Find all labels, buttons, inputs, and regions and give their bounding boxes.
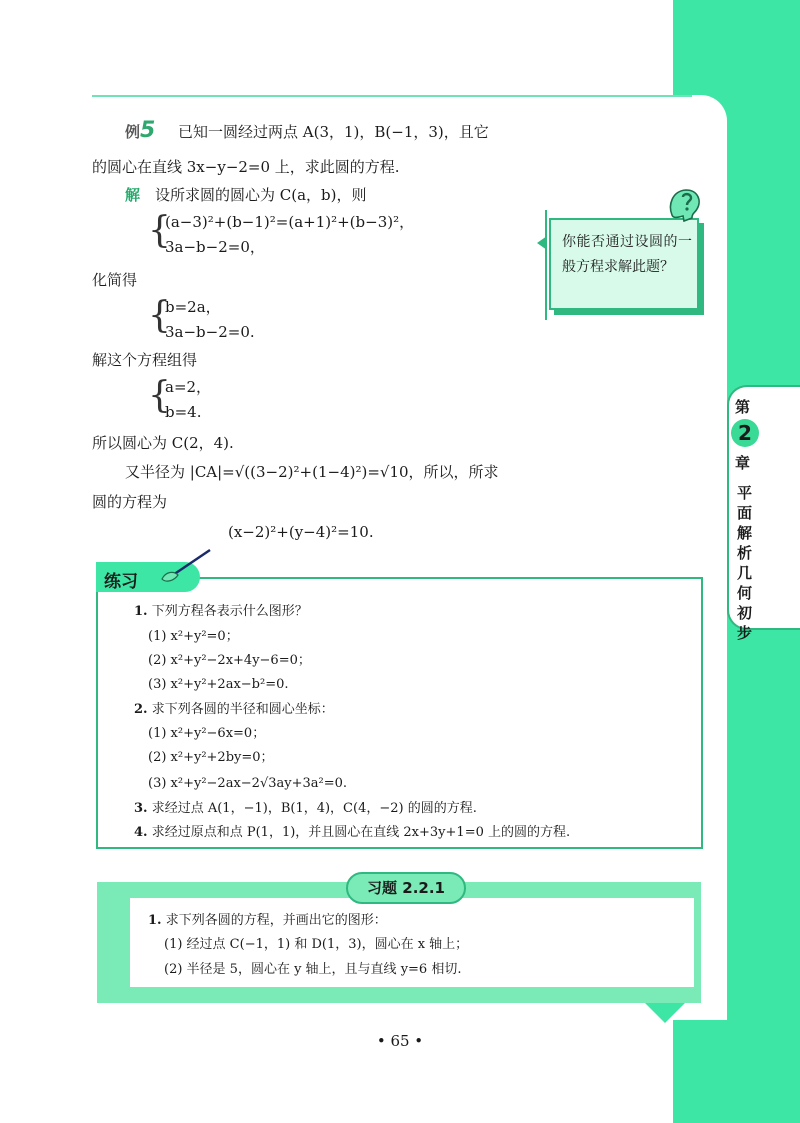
corner-triangle <box>645 1003 685 1023</box>
solution-intro: 设所求圆的圆心为 C(a，b)，则 <box>155 186 367 204</box>
exercise-item-1-text: 求下列各圆的方程，并画出它的图形： <box>165 913 387 928</box>
brace-3: { <box>148 375 171 416</box>
practice-item-2-text: 求下列各圆的半径和圆心坐标： <box>151 702 334 717</box>
practice-item-2-2: (2) x²+y²+2by=0； <box>148 750 274 765</box>
chapter-title: 平面解析几何初步 <box>737 484 753 642</box>
practice-item-4 <box>134 824 570 842</box>
note-text: 你能否通过设圆的一般方程求解此题？ <box>562 234 692 275</box>
exercise-item-1 <box>148 912 387 930</box>
practice-item-1-1: (1) x²+y²=0； <box>148 629 239 644</box>
chapter-zhang: 章 <box>735 454 751 472</box>
equation-intro: 圆的方程为 <box>92 493 168 511</box>
practice-item-2-num: 2. <box>134 702 148 717</box>
solve-text: 解这个方程组得 <box>92 351 198 369</box>
solution-label: 解 <box>125 186 141 204</box>
note-pointer <box>537 236 547 250</box>
practice-item-2-3: (3) x²+y²−2ax−2√3ay+3a²=0. <box>148 776 348 791</box>
practice-item-4-num: 4. <box>134 825 148 840</box>
brace-2: { <box>148 295 171 336</box>
chapter-number: 2 <box>731 419 759 447</box>
system2-eq2: 3a−b−2=0. <box>165 323 255 341</box>
practice-item-1-num: 1. <box>134 604 148 619</box>
page-number: • 65 • <box>376 1032 424 1050</box>
example-label-num: 5 <box>140 118 156 143</box>
center-text: 所以圆心为 C(2，4). <box>92 434 234 452</box>
exercise-item-1-1: (1) 经过点 C(−1，1) 和 D(1，3)，圆心在 x 轴上； <box>164 937 469 952</box>
practice-item-3-text: 求经过点 A(1，−1)，B(1，4)，C(4，−2) 的圆的方程. <box>151 801 477 816</box>
system2-eq1: b=2a， <box>165 298 221 316</box>
practice-item-3-num: 3. <box>134 801 148 816</box>
practice-item-1 <box>134 603 308 621</box>
example-label-li: 例 <box>125 123 141 141</box>
top-divider <box>92 95 692 97</box>
system3-eq1: a=2， <box>165 378 212 396</box>
pen-icon <box>158 545 218 585</box>
chapter-di: 第 <box>735 398 751 416</box>
practice-item-1-3: (3) x²+y²+2ax−b²=0. <box>148 677 289 692</box>
practice-item-3 <box>134 800 477 818</box>
practice-item-2-1: (1) x²+y²−6x=0； <box>148 726 266 741</box>
thinking-head-icon <box>664 185 704 225</box>
system1-eq1: (a−3)²+(b−1)²=(a+1)²+(b−3)²， <box>165 213 415 231</box>
simplify-text: 化简得 <box>92 271 138 289</box>
example-line1: 已知一圆经过两点 A(3，1)，B(−1，3)，且它 <box>178 123 489 141</box>
example-label <box>125 118 155 143</box>
exercise-item-1-2: (2) 半径是 5，圆心在 y 轴上，且与直线 y=6 相切. <box>164 962 462 977</box>
exercise-title: 习题 2.2.1 <box>367 879 445 897</box>
example-line2: 的圆心在直线 3x−y−2=0 上，求此圆的方程. <box>92 158 400 176</box>
practice-item-1-text: 下列方程各表示什么图形？ <box>151 604 308 619</box>
practice-title: 练习 <box>104 572 138 592</box>
note-connector <box>545 210 547 320</box>
system3-eq2: b=4. <box>165 403 202 421</box>
practice-item-2 <box>134 701 334 719</box>
system1-eq2: 3a−b−2=0， <box>165 238 265 256</box>
practice-item-1-2: (2) x²+y²−2x+4y−6=0； <box>148 653 311 668</box>
final-equation: (x−2)²+(y−4)²=10. <box>228 523 374 541</box>
exercise-item-1-num: 1. <box>148 913 162 928</box>
radius-line: 又半径为 |CA|=√((3−2)²+(1−4)²)=√10，所以，所求 <box>125 463 499 481</box>
practice-item-4-text: 求经过原点和点 P(1，1)，并且圆心在直线 2x+3y+1=0 上的圆的方程. <box>151 825 571 840</box>
brace-1: { <box>148 210 171 251</box>
